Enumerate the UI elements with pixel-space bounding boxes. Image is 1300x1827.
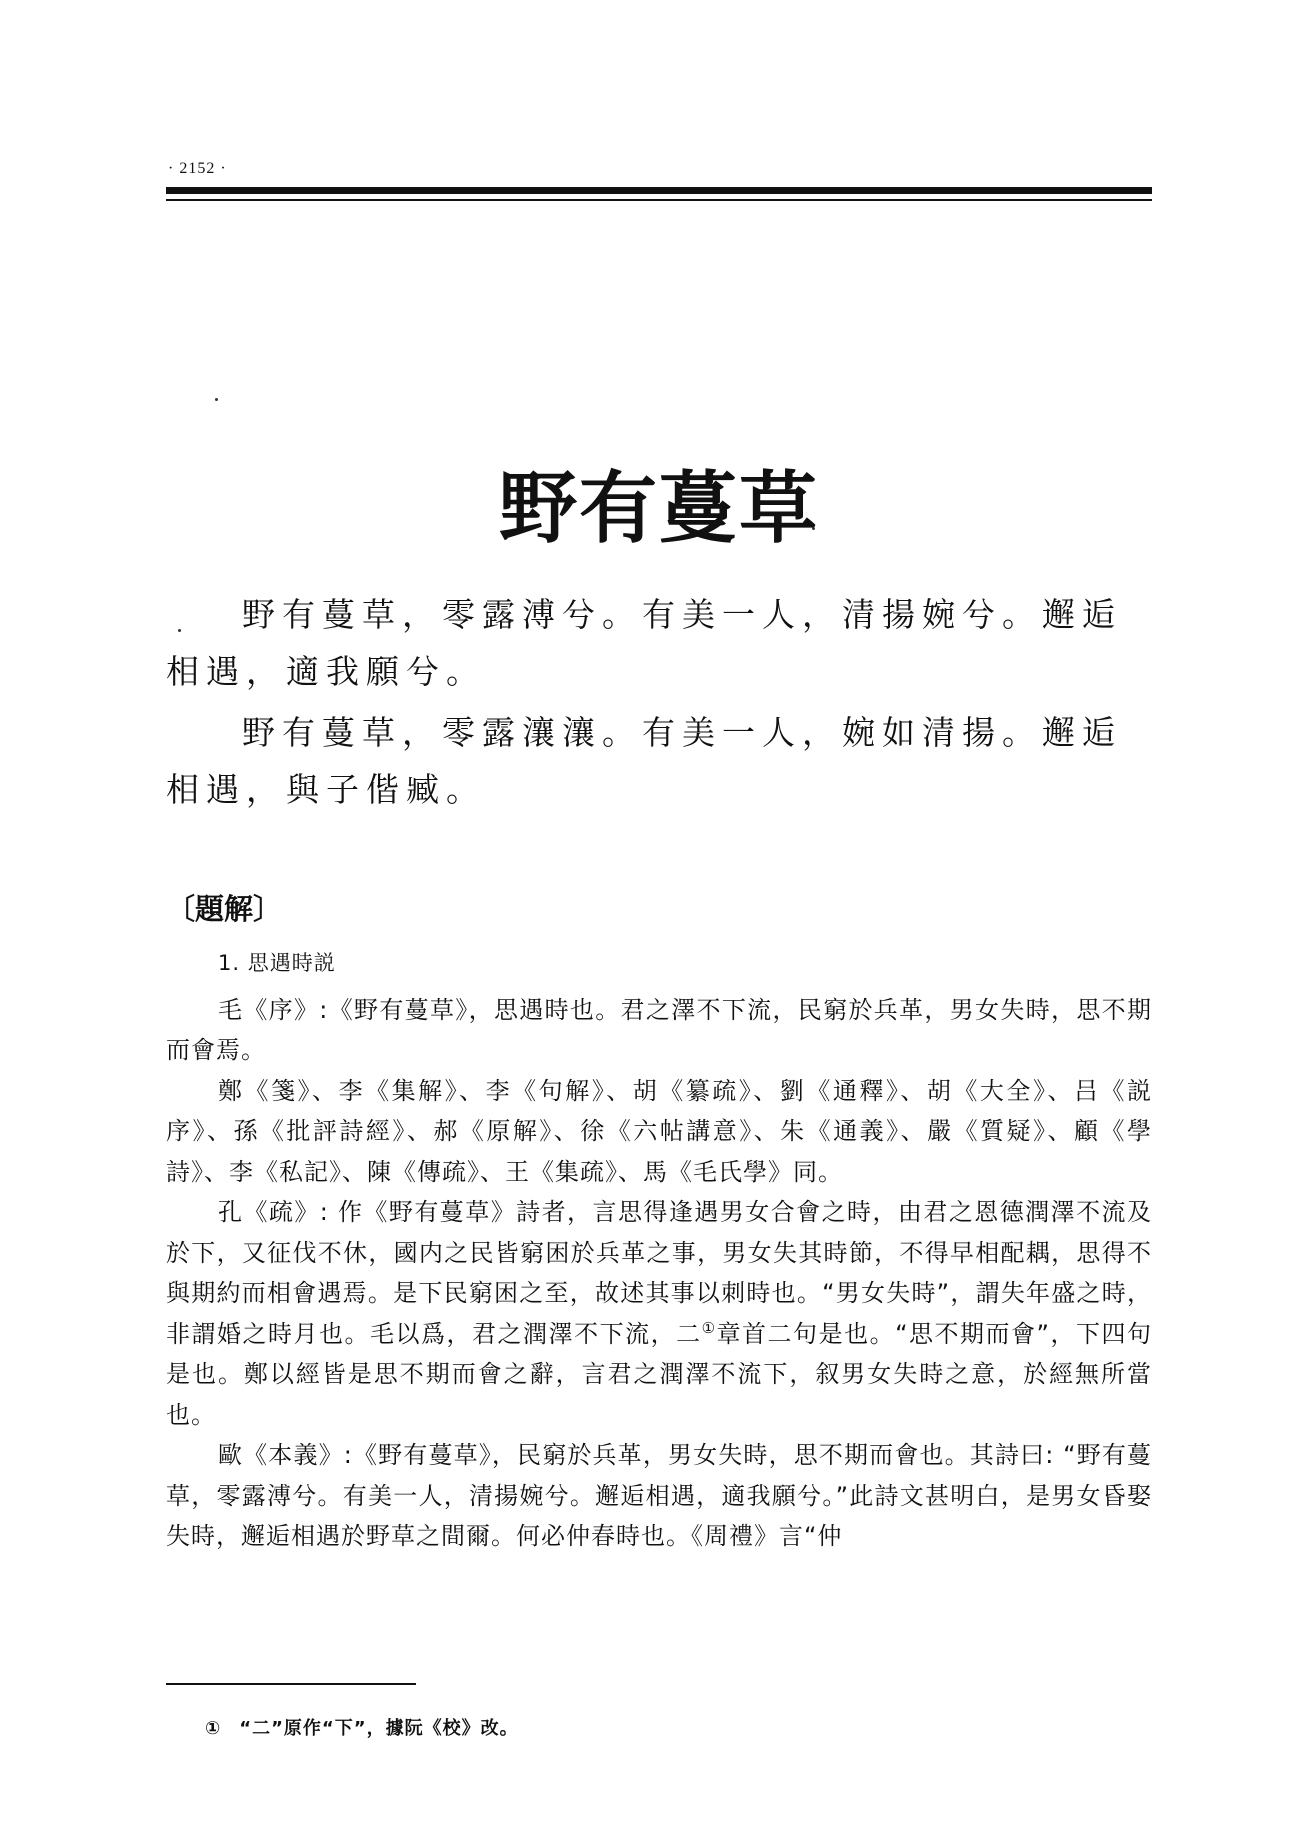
page-title: 野有蔓草 [498,463,819,555]
page-number: · 2152 · [168,160,227,177]
footnote-reference[interactable]: ① [701,1318,717,1337]
header-rule-thin [166,199,1152,201]
paragraph-text: 孔《疏》: 作《野有蔓草》詩者，言思得逢遇男女合會之時，由君之恩德潤澤不流及於下，又征伐不休，國内之民皆窮困於兵革之事，男女失其時節，不得早相配耦，思得不與期約而相會遇焉。是下民窮困之至，故述其事以刺時也。“男女失時”，謂失年盛之時，非謂婚之時月也。毛以爲，君之潤澤不下流，二 [166,1198,1152,1348]
subheading: 1. 思遇時説 [218,951,336,975]
footnote [205,1714,519,1740]
poem-text [166,586,1152,822]
commentary-text [166,943,1152,1557]
paragraph-text: 章首二句是也。“思不期而會”，下四句是也。鄭以經皆是思不期而會之辭，言君之潤澤不流下，叙男女失時之意，於經無所當也。 [166,1319,1152,1429]
poem-stanza: 野有蔓草，零露溥兮。有美一人，清揚婉兮。邂逅相遇，適我願兮。 [166,595,1122,691]
poem-stanza: 野有蔓草，零露瀼瀼。有美一人，婉如清揚。邂逅相遇，與子偕臧。 [166,713,1122,809]
paragraph: 鄭《箋》、李《集解》、李《句解》、胡《纂疏》、劉《通釋》、胡《大全》、吕《説序》、孫《批評詩經》、郝《原解》、徐《六帖講意》、朱《通義》、嚴《質疑》、顧《學詩》、李《私記》、陳《傳疏》、王《集疏》、馬《毛氏學》同。 [166,1076,1152,1186]
footnote-text: “二”原作“下”，據阮《校》改。 [239,1718,519,1739]
speck-mark [215,398,218,401]
paragraph: 毛《序》:《野有蔓草》，思遇時也。君之澤不下流，民窮於兵革，男女失時，思不期而會焉。 [166,995,1152,1064]
paragraph [166,1192,1152,1435]
section-heading: 〔題解〕 [166,892,283,926]
paragraph: 歐《本義》:《野有蔓草》，民窮於兵革，男女失時，思不期而會也。其詩曰: “野有蔓草，零露溥兮。有美一人，清揚婉兮。邂逅相遇，適我願兮。”此詩文甚明白，是男女昏娶失時，邂逅相遇於野草之間爾。何必仲春時也。《周禮》言“仲 [166,1441,1152,1550]
footnote-rule [166,1683,416,1685]
footnote-mark: ① [205,1718,222,1739]
header-rule-thick [166,187,1152,194]
